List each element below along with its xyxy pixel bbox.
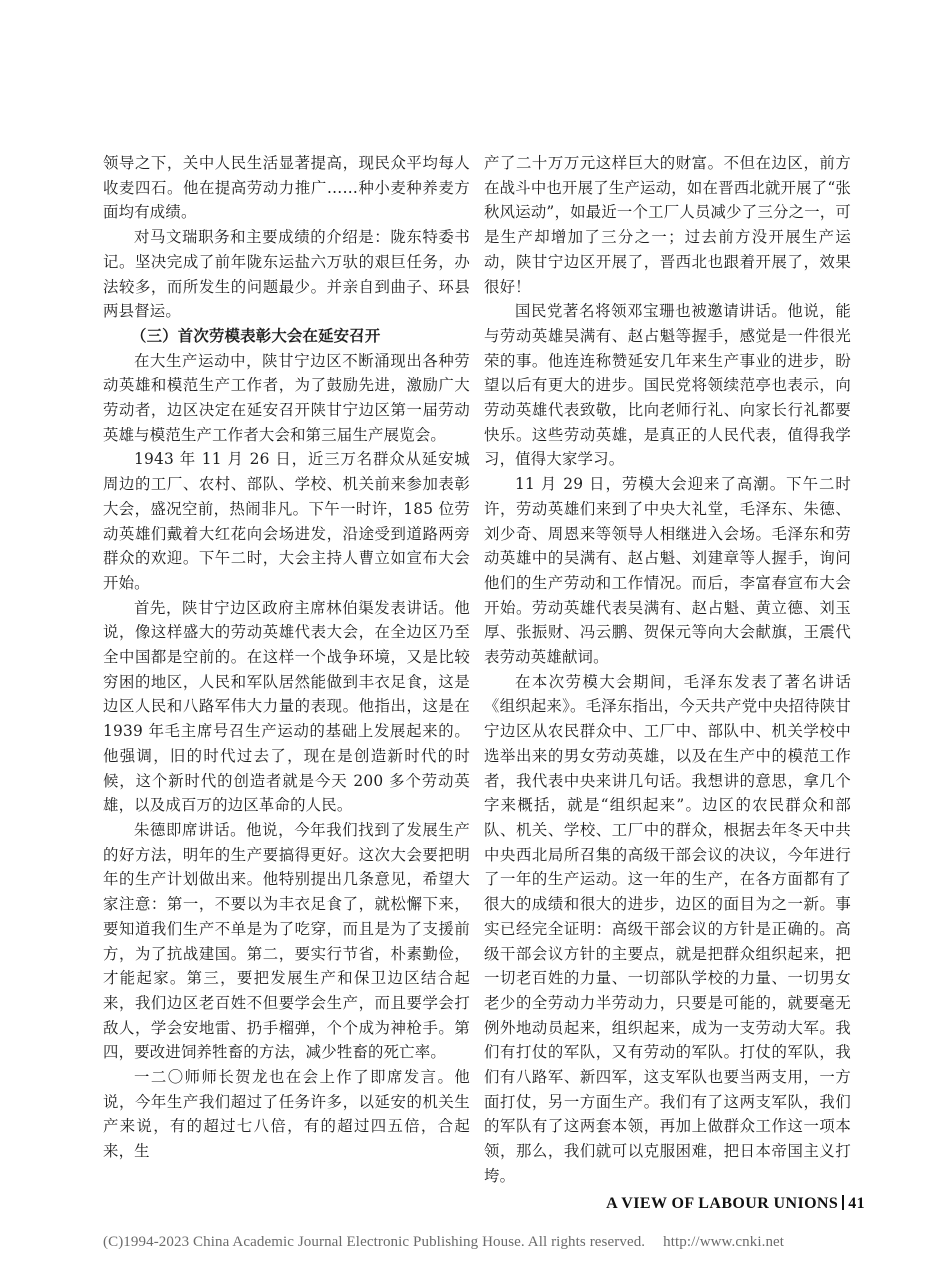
right-column (484, 151, 851, 1189)
journal-name: A VIEW OF LABOUR UNIONS (606, 1195, 839, 1212)
running-footer (606, 1195, 865, 1213)
footer-divider (842, 1195, 844, 1210)
body-paragraph: 在大生产运动中，陕甘宁边区不断涌现出各种劳动英雄和模范生产工作者，为了鼓励先进，激励广大劳动者，边区决定在延安召开陕甘宁边区第一届劳动英雄与模范生产工作者大会和第三届生产展览会。 (103, 351, 470, 444)
page-number: 41 (848, 1195, 865, 1212)
copyright-url[interactable]: http://www.cnki.net (663, 1234, 785, 1250)
body-paragraph: 在本次劳模大会期间，毛泽东发表了著名讲话《组织起来》。毛泽东指出，今天共产党中央招待陕甘宁边区从农民群众中、工厂中、部队中、机关学校中选举出来的男女劳动英雄，以及在生产中的模范工作者，我代表中央来讲几句话。我想讲的意思，拿几个字来概括，就是“组织起来”。边区的农民群众和部队、机关、学校、工厂中的群众，根据去年冬天中共中央西北局所召集的高级干部会议的决议，今年进行了一年的生产运动。这一年的生产，在各方面都有了很大的成绩和很大的进步，边区的面目为之一新。事实已经完全证明：高级干部会议的方针是正确的。高级干部会议方针的主要点，就是把群众组织起来，把一切老百姓的力量、一切部队学校的力量、一切男女老少的全劳动力半劳动力，只要是可能的，就要毫无例外地动员起来，组织起来，成为一支劳动大军。我们有打仗的军队，又有劳动的军队。打仗的军队，我们有八路军、新四军，这支军队也要当两支用，一方面打仗，另一方面生产。我们有了这两支军队，我们的军队有了这两套本领，再加上做群众工作这一项本领，那么，我们就可以克服困难，把日本帝国主义打垮。 (484, 672, 851, 1185)
left-column (103, 151, 470, 1164)
section-heading: （三）首次劳模表彰大会在延安召开 (131, 326, 381, 345)
body-paragraph: 11 月 29 日，劳模大会迎来了高潮。下午二时许，劳动英雄们来到了中央大礼堂，毛泽东、朱德、刘少奇、周恩来等领导人相继进入会场。毛泽东和劳动英雄中的吴满有、赵占魁、刘建章等人握手，询问他们的生产劳动和工作情况。而后，李富春宣布大会开始。劳动英雄代表吴满有、赵占魁、黄立德、刘玉厚、张振财、冯云鹏、贺保元等向大会献旗，王震代表劳动英雄献词。 (484, 475, 851, 667)
body-paragraph: 一二〇师师长贺龙也在会上作了即席发言。他说，今年生产我们超过了任务许多，以延安的机关生产来说，有的超过七八倍，有的超过四五倍，合起来，生 (103, 1068, 470, 1161)
copyright-notice: (C)1994-2023 China Academic Journal Electronic Publishing House. All rights reserved. (103, 1234, 646, 1250)
body-paragraph: 领导之下，关中人民生活显著提高，现民众平均每人收麦四石。他在提高劳动力推广……种小麦种养麦方面均有成绩。 (103, 154, 470, 222)
body-paragraph: 1943 年 11 月 26 日，近三万名群众从延安城周边的工厂、农村、部队、学校、机关前来参加表彰大会，盛况空前，热闹非凡。下午一时许，185 位劳动英雄们戴着大红花向会场进发，沿途受到道路两旁群众的欢迎。下午二时，大会主持人曹立如宣布大会开始。 (103, 450, 470, 592)
body-paragraph: 对马文瑞职务和主要成绩的介绍是：陇东特委书记。坚决完成了前年陇东运盐六万驮的艰巨任务，办法较多，而所发生的问题最少。并亲自到曲子、环县两县督运。 (103, 228, 470, 321)
body-paragraph: 首先，陕甘宁边区政府主席林伯渠发表讲话。他说，像这样盛大的劳动英雄代表大会，在全边区乃至全中国都是空前的。在这样一个战争环境，又是比较穷困的地区，人民和军队居然能做到丰衣足食，这是边区人民和八路军伟大力量的表现。他指出，这是在1939 年毛主席号召生产运动的基础上发展起来的。他强调，旧的时代过去了，现在是创造新时代的时候，这个新时代的创造者就是今天 200 多个劳动英雄，以及成百万的边区革命的人民。 (103, 598, 470, 815)
copyright-line (103, 1234, 784, 1251)
body-paragraph: 国民党著名将领邓宝珊也被邀请讲话。他说，能与劳动英雄吴满有、赵占魁等握手，感觉是一件很光荣的事。他连连称赞延安几年来生产事业的进步，盼望以后有更大的进步。国民党将领续范亭也表示，向劳动英雄代表致敬，比向老师行礼、向家长行礼都要快乐。这些劳动英雄，是真正的人民代表，值得我学习，值得大家学习。 (484, 302, 851, 469)
body-paragraph: 朱德即席讲话。他说，今年我们找到了发展生产的好方法，明年的生产要搞得更好。这次大会要把明年的生产计划做出来。他特别提出几条意见，希望大家注意：第一，不要以为丰衣足食了，就松懈下来，要知道我们生产不单是为了吃穿，而且是为了支援前方，为了抗战建国。第二，要实行节省，朴素勤俭，才能起家。第三，要把发展生产和保卫边区结合起来，我们边区老百姓不但要学会生产，而且要学会打敌人，学会安地雷、扔手榴弹，个个成为神枪手。第四，要改进饲养牲畜的方法，减少牲畜的死亡率。 (103, 820, 470, 1062)
body-paragraph: 产了二十万万元这样巨大的财富。不但在边区，前方在战斗中也开展了生产运动，如在晋西北就开展了“张秋风运动”，如最近一个工厂人员减少了三分之一，可是生产却增加了三分之一；过去前方没开展生产运动，陕甘宁边区开展了，晋西北也跟着开展了，效果很好！ (484, 154, 851, 296)
